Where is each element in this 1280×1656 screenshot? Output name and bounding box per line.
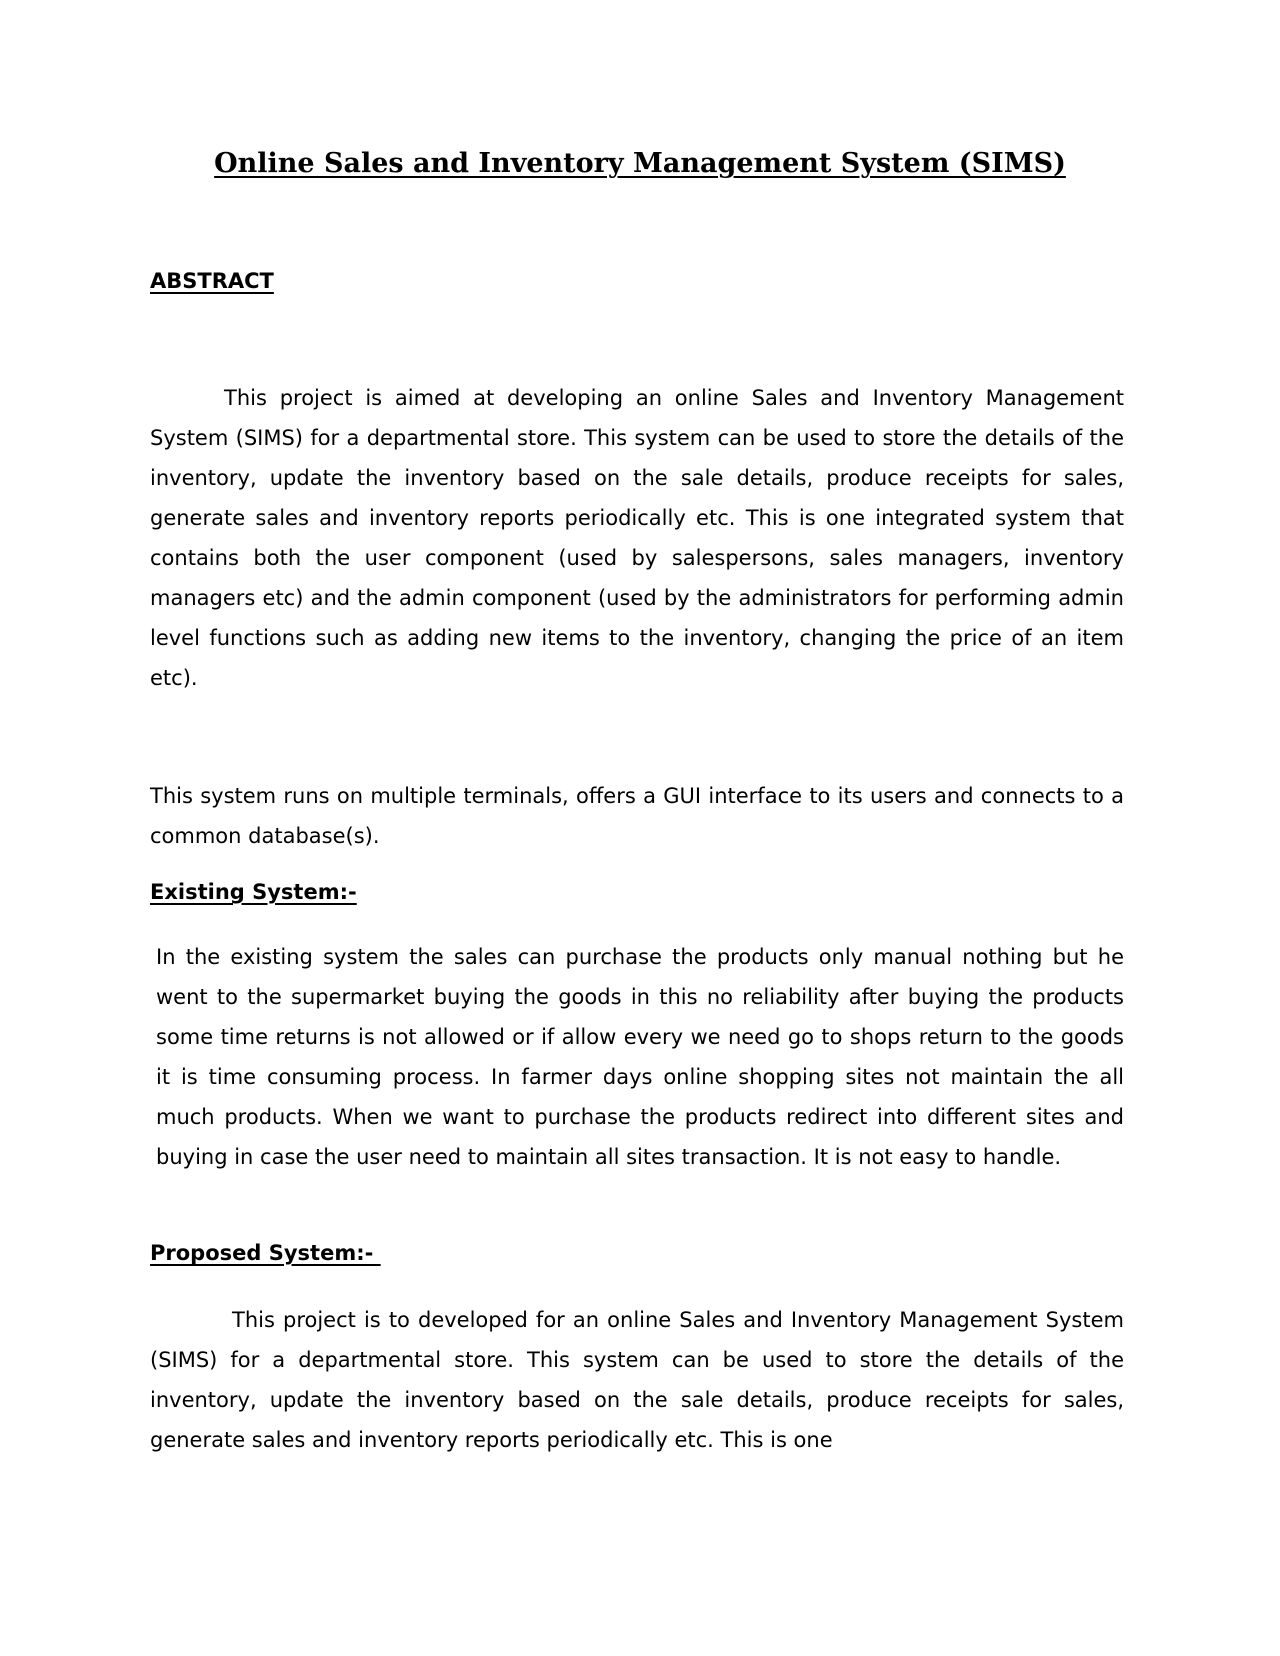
abstract-paragraph-1: This project is aimed at developing an online Sales and Inventory Management System (SIMS) for a departmental store. This system can be used to store the details of the inventory, update the inventory based on the sale details, produce receipts for sales, generate sales and inventory reports periodically etc. This is one integrated system that contains both the user component (used by salespersons, sales managers, inventory managers etc) and the admin component (used by the administrators for performing admin level functions such as adding new items to the inventory, changing the price of an item etc).	[150, 386, 1124, 690]
proposed-system-paragraph: This project is to developed for an online Sales and Inventory Management System (SIMS) for a departmental store. This system can be used to store the details of the inventory, update the inventory based on the sale details, produce receipts for sales, generate sales and inventory reports periodically etc. This is one	[150, 1308, 1124, 1452]
proposed-system-heading: Proposed System:-	[150, 1241, 381, 1265]
abstract-paragraph-2: This system runs on multiple terminals, offers a GUI interface to its users and connects to a common database(s).	[150, 784, 1124, 848]
document-title	[0, 146, 1280, 182]
existing-system-heading: Existing System:-	[150, 880, 357, 904]
existing-system-paragraph: In the existing system the sales can purchase the products only manual nothing but he went to the supermarket buying the goods in this no reliability after buying the products some time returns is not allowed or if allow every we need go to shops return to the goods it is time consuming process. In farmer days online shopping sites not maintain the all much products. When we want to purchase the products redirect into different sites and buying in case the user need to maintain all sites transaction. It is not easy to handle.	[156, 945, 1124, 1169]
document-title-text: Online Sales and Inventory Management System (SIMS)	[214, 148, 1066, 179]
abstract-heading: ABSTRACT	[150, 269, 274, 293]
